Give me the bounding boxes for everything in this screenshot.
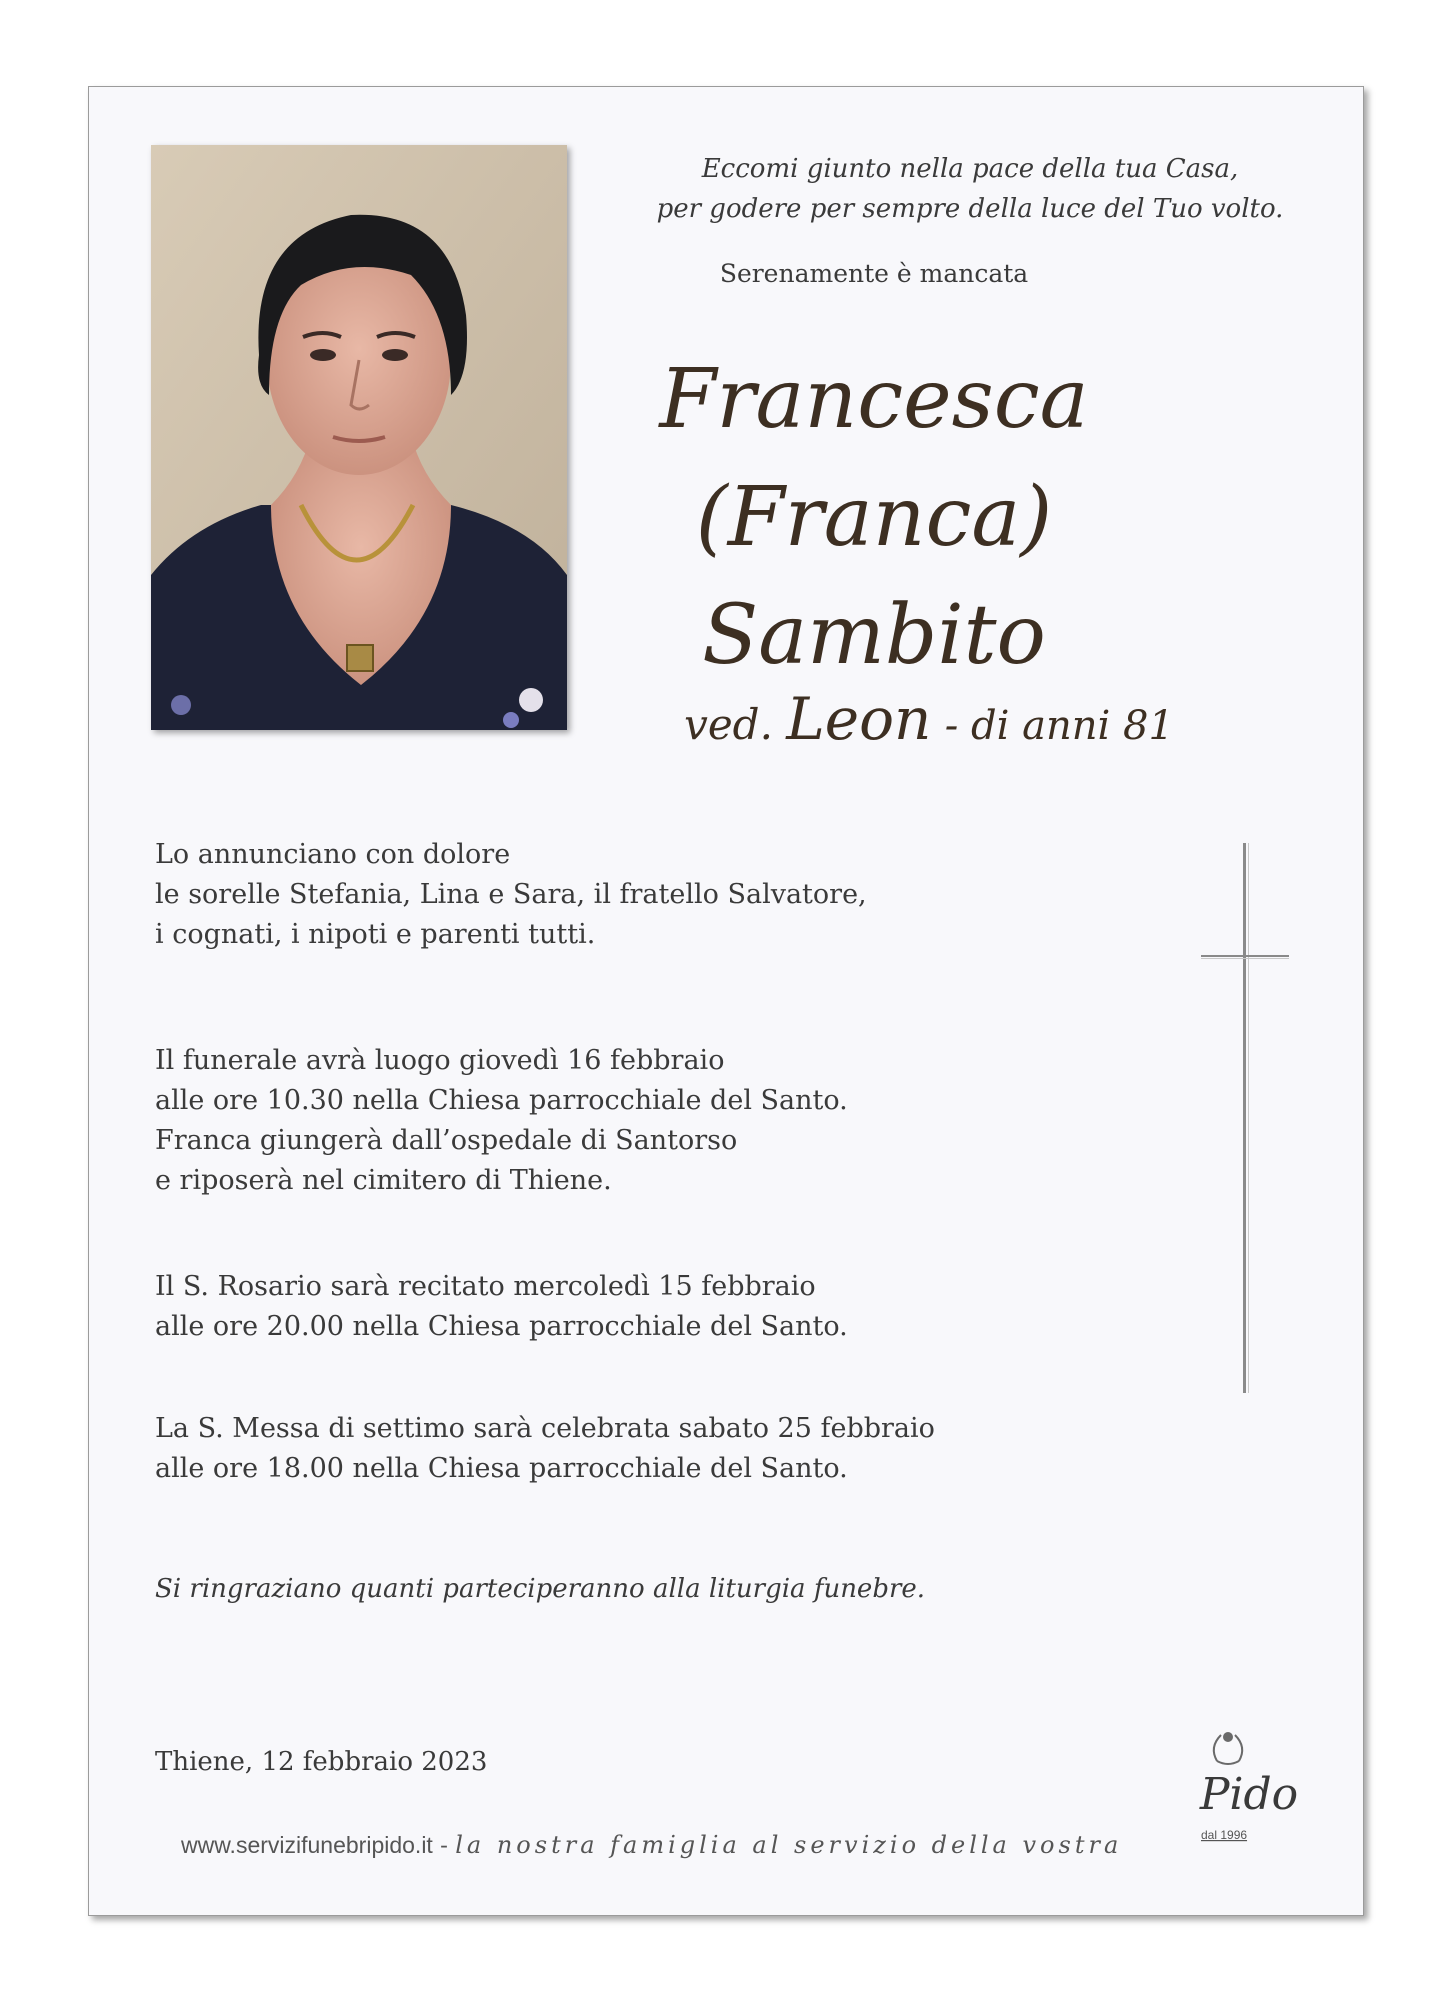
announcement-line: i cognati, i nipoti e parenti tutti. xyxy=(155,919,596,950)
married-name: Leon xyxy=(786,685,932,753)
death-notice-card xyxy=(88,86,1364,1916)
footer xyxy=(181,1831,1122,1859)
surname: Sambito xyxy=(702,588,1046,683)
thanks-text: Si ringraziano quanti parteciperanno alla liturgia funebre. xyxy=(155,1574,926,1604)
funeral-line: Il funerale avrà luogo giovedì 16 febbraio xyxy=(155,1045,725,1076)
footer-separator: - xyxy=(432,1833,456,1859)
rosary-line: alle ore 20.00 nella Chiesa parrocchiale del Santo. xyxy=(155,1311,848,1342)
funeral-line: Franca giungerà dall’ospedale di Santorso xyxy=(155,1125,738,1156)
wreath-icon xyxy=(1214,1733,1242,1764)
mass-line: alle ore 18.00 nella Chiesa parrocchiale del Santo. xyxy=(155,1453,848,1484)
place-date: Thiene, 12 febbraio 2023 xyxy=(155,1747,488,1777)
website-link[interactable]: www.servizifunebripido.it xyxy=(181,1832,433,1858)
footer-motto: la nostra famiglia al servizio della vostra xyxy=(455,1831,1123,1859)
funeral-line: alle ore 10.30 nella Chiesa parrocchiale del Santo. xyxy=(155,1085,848,1116)
funeral-line: e riposerà nel cimitero di Thiene. xyxy=(155,1165,612,1196)
mass-block xyxy=(155,1409,1055,1489)
married-name-and-age xyxy=(609,685,1249,756)
age-text: - di anni 81 xyxy=(944,703,1174,749)
deceased-name xyxy=(609,287,1139,695)
mass-line: La S. Messa di settimo sarà celebrata sabato 25 febbraio xyxy=(155,1413,935,1444)
logo-since: dal 1996 xyxy=(1201,1828,1248,1842)
rosary-block xyxy=(155,1267,1055,1347)
announcement-block xyxy=(155,835,1055,955)
announcement-line: Lo annunciano con dolore xyxy=(155,839,511,870)
rosary-line: Il S. Rosario sarà recitato mercoledì 15 febbraio xyxy=(155,1271,816,1302)
ved-prefix: ved. xyxy=(684,700,773,749)
verse-line-2: per godere per sempre della luce del Tuo volto. xyxy=(656,194,1284,224)
pido-logo xyxy=(1179,1727,1319,1847)
funeral-block xyxy=(155,1041,1055,1201)
logo-name: Pido xyxy=(1199,1769,1299,1820)
first-name: Francesca xyxy=(659,352,1089,447)
bible-verse xyxy=(609,149,1331,229)
announcement-line: le sorelle Stefania, Lina e Sara, il fratello Salvatore, xyxy=(155,879,867,910)
cross-icon xyxy=(1201,843,1291,1393)
verse-line-1: Eccomi giunto nella pace della tua Casa, xyxy=(701,154,1239,184)
intro-text: Serenamente è mancata xyxy=(719,259,1029,288)
portrait-image xyxy=(151,145,567,730)
portrait-photo xyxy=(151,145,567,730)
nickname: (Franca) xyxy=(695,470,1053,565)
